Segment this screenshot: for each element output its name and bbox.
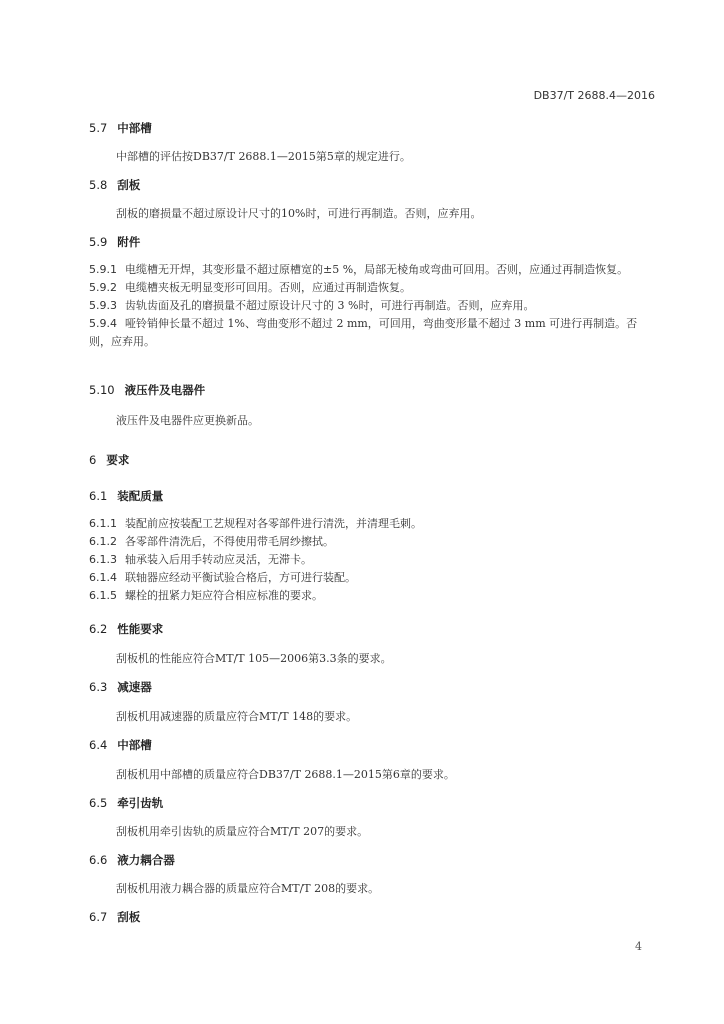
section-title: 减速器 (117, 680, 152, 694)
item-number: 5.9.3 (89, 299, 117, 312)
list-5-9 (89, 261, 655, 351)
section-title: 性能要求 (117, 622, 164, 636)
list-item (89, 551, 655, 569)
item-number: 6.1.3 (89, 553, 117, 566)
item-number: 6.1.5 (89, 589, 117, 602)
heading-5-10 (89, 382, 655, 398)
section-number: 5.10 (89, 383, 115, 397)
section-title: 液力耦合器 (117, 853, 175, 867)
heading-6-3 (89, 679, 655, 695)
section-title: 中部槽 (117, 121, 152, 135)
item-number: 5.9.2 (89, 281, 117, 294)
heading-6-7 (89, 909, 655, 925)
paragraph-6-5: 刮板机用牵引齿轨的质量应符合MT/T 207的要求。 (116, 825, 369, 838)
section-title: 装配质量 (117, 489, 164, 503)
section-number: 5.9 (89, 235, 108, 249)
paragraph-6-3: 刮板机用减速器的质量应符合MT/T 148的要求。 (116, 710, 358, 723)
section-number: 6.1 (89, 489, 108, 503)
item-text: 装配前应按装配工艺规程对各零部件进行清洗，并清理毛刺。 (125, 517, 422, 530)
item-text: 齿轨齿面及孔的磨损量不超过原设计尺寸的 3 %时，可进行再制造。否则，应弃用。 (125, 299, 535, 312)
heading-6-5 (89, 795, 655, 811)
section-number: 5.8 (89, 178, 108, 192)
list-6-1 (89, 515, 655, 605)
section-number: 6.2 (89, 622, 108, 636)
section-number: 6 (89, 453, 97, 467)
page-number: 4 (635, 940, 642, 953)
list-item (89, 297, 655, 315)
item-number: 6.1.4 (89, 571, 117, 584)
heading-6-4 (89, 737, 655, 753)
item-text: 哑铃销伸长量不超过 1%、弯曲变形不超过 2 mm，可回用，弯曲变形量不超过 3 mm 可进行再制造。否则，应弃用。 (89, 317, 638, 348)
heading-6-2 (89, 621, 655, 637)
section-number: 6.5 (89, 796, 108, 810)
heading-6-6 (89, 852, 655, 868)
item-text: 轴承装入后用手转动应灵活，无滞卡。 (125, 553, 312, 566)
paragraph-5-10: 液压件及电器件应更换新品。 (116, 414, 259, 427)
section-title: 附件 (117, 235, 141, 249)
list-item (89, 315, 655, 351)
item-text: 各零部件清洗后，不得使用带毛屑纱擦拭。 (125, 535, 334, 548)
item-number: 5.9.1 (89, 263, 117, 276)
section-number: 5.7 (89, 121, 108, 135)
section-title: 刮板 (117, 178, 141, 192)
paragraph-6-4: 刮板机用中部槽的质量应符合DB37/T 2688.1—2015第6章的要求。 (116, 768, 455, 781)
paragraph-5-7: 中部槽的评估按DB37/T 2688.1—2015第5章的规定进行。 (116, 150, 411, 163)
section-title: 液压件及电器件 (124, 383, 206, 397)
heading-6 (89, 452, 655, 468)
list-item (89, 261, 655, 279)
section-title: 牵引齿轨 (117, 796, 164, 810)
section-number: 6.7 (89, 910, 108, 924)
list-item (89, 279, 655, 297)
item-number: 6.1.2 (89, 535, 117, 548)
heading-5-8 (89, 177, 655, 193)
section-number: 6.3 (89, 680, 108, 694)
paragraph-6-6: 刮板机用液力耦合器的质量应符合MT/T 208的要求。 (116, 882, 380, 895)
paragraph-5-8: 刮板的磨损量不超过原设计尺寸的10%时，可进行再制造。否则，应弃用。 (116, 207, 482, 220)
list-item (89, 533, 655, 551)
section-title: 中部槽 (117, 738, 152, 752)
heading-6-1 (89, 488, 655, 504)
list-item (89, 515, 655, 533)
section-title: 要求 (106, 453, 130, 467)
list-item (89, 587, 655, 605)
item-text: 联轴器应经动平衡试验合格后，方可进行装配。 (125, 571, 356, 584)
item-text: 电缆槽夹板无明显变形可回用。否则，应通过再制造恢复。 (125, 281, 411, 294)
heading-5-9 (89, 234, 655, 250)
item-text: 电缆槽无开焊，其变形量不超过原槽宽的±5 %，局部无棱角或弯曲可回用。否则，应通过再制造恢复。 (125, 263, 629, 276)
paragraph-6-2: 刮板机的性能应符合MT/T 105—2006第3.3条的要求。 (116, 652, 392, 665)
section-title: 刮板 (117, 910, 141, 924)
document-code-header: DB37/T 2688.4—2016 (533, 89, 655, 102)
heading-5-7 (89, 120, 655, 136)
section-number: 6.4 (89, 738, 108, 752)
section-number: 6.6 (89, 853, 108, 867)
item-number: 5.9.4 (89, 317, 117, 330)
item-number: 6.1.1 (89, 517, 117, 530)
list-item (89, 569, 655, 587)
item-text: 螺栓的扭紧力矩应符合相应标准的要求。 (125, 589, 323, 602)
